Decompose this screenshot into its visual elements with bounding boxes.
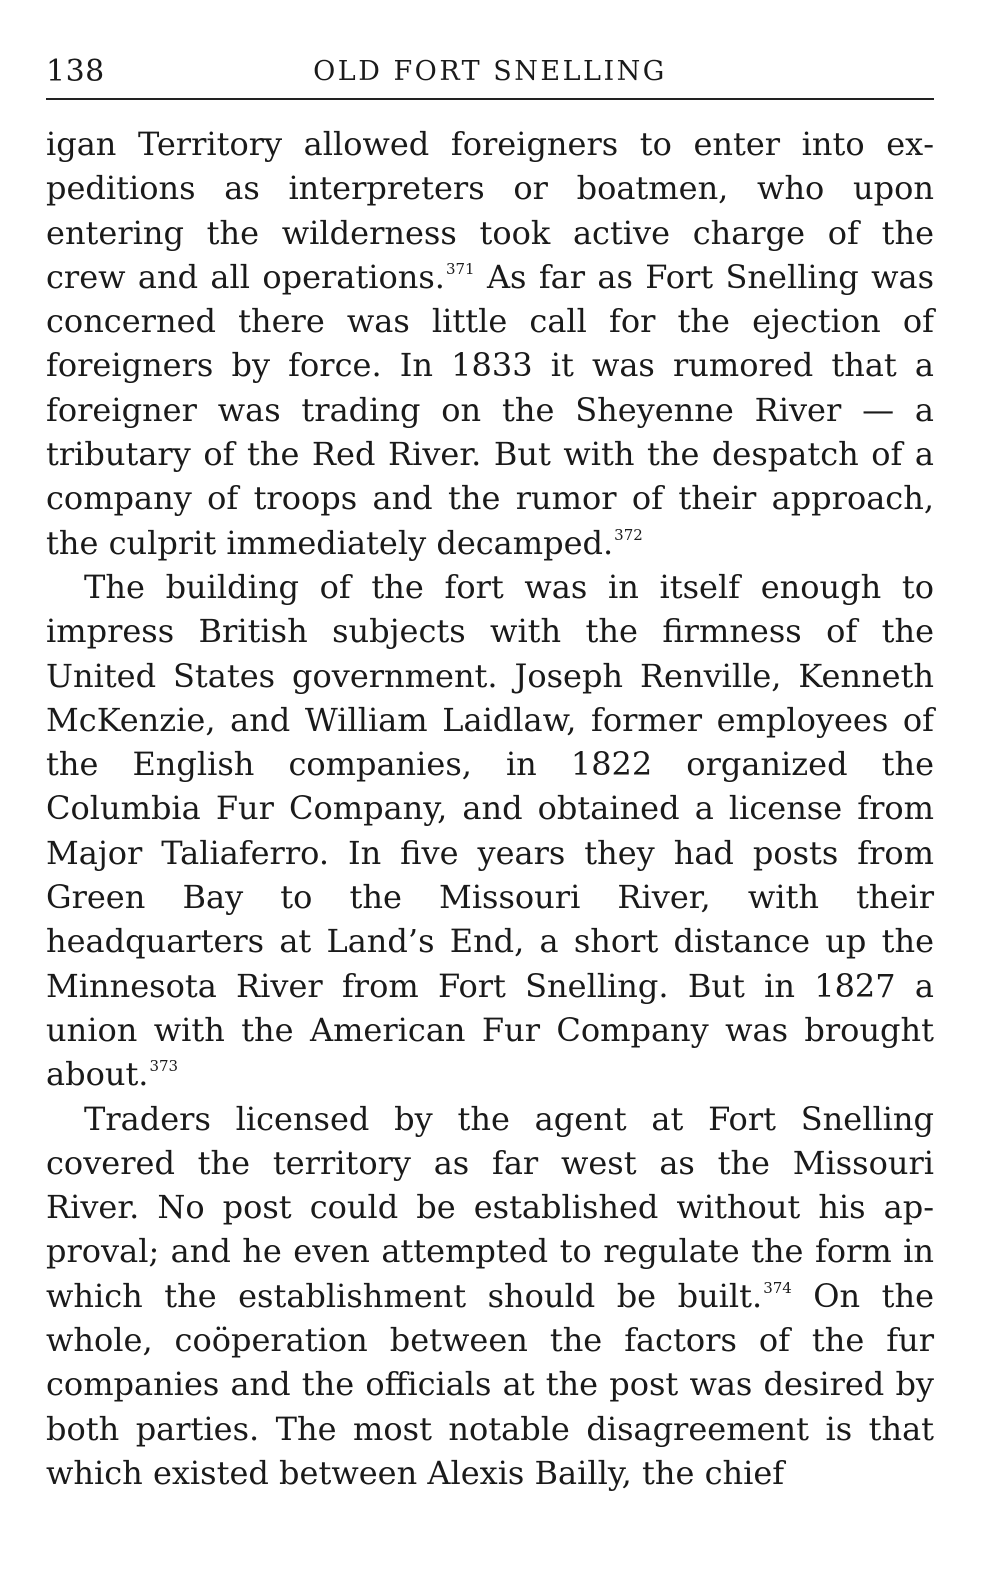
body-text [46, 122, 934, 1495]
paragraph-text: Traders licensed by the agent at Fort Snelling covered the territory as far west as the Missouri River. No post could be established without his approval; and he even attempted to regulate the form in which the establishment should be built. [46, 1099, 934, 1315]
footnote-marker: 374 [763, 1278, 792, 1297]
page-number: 138 [46, 54, 105, 89]
paragraph-text: igan Territory allowed foreigners to enter into expeditions as interpreters or boatmen, who upon entering the wilderness took active charge of the crew and all operations. [46, 125, 934, 296]
paragraph [46, 1097, 934, 1496]
paragraph-text: As far as Fort Snelling was concerned there was little call for the ejection of foreigners by force. In 1833 it was rumored that a foreigner was trading on the Sheyenne River — a tributary of the Red River. But with the despatch of a company of troops and the rumor of their approach, the culprit immediately decamped. [46, 257, 935, 562]
running-head [46, 52, 934, 100]
paragraph-text: The building of the fort was in itself enough to impress British subjects with the firmness of the United States government. Joseph Renville, Kenneth McKenzie, and William Laidlaw, former employees of the English companies, in 1822 organized the Columbia Fur Company, and obtained a license from Major Taliaferro. In five years they had posts from Green Bay to the Missouri River, with their headquarters at Land’s End, a short distance up the Minnesota River from Fort Snelling. But in 1827 a union with the American Fur Company was brought about. [46, 567, 934, 1094]
book-page [46, 52, 934, 1495]
paragraph [46, 122, 934, 565]
footnote-marker: 373 [149, 1057, 179, 1076]
paragraph [46, 565, 934, 1097]
paragraph-text: On the whole, coöperation between the factors of the fur companies and the officials at the post was desired by both parties. The most notable disagreement is that which existed between Alexis Bailly, the chief [46, 1276, 935, 1492]
footnote-marker: 372 [614, 525, 643, 544]
running-title: OLD FORT SNELLING [313, 56, 667, 87]
footnote-marker: 371 [445, 259, 475, 278]
